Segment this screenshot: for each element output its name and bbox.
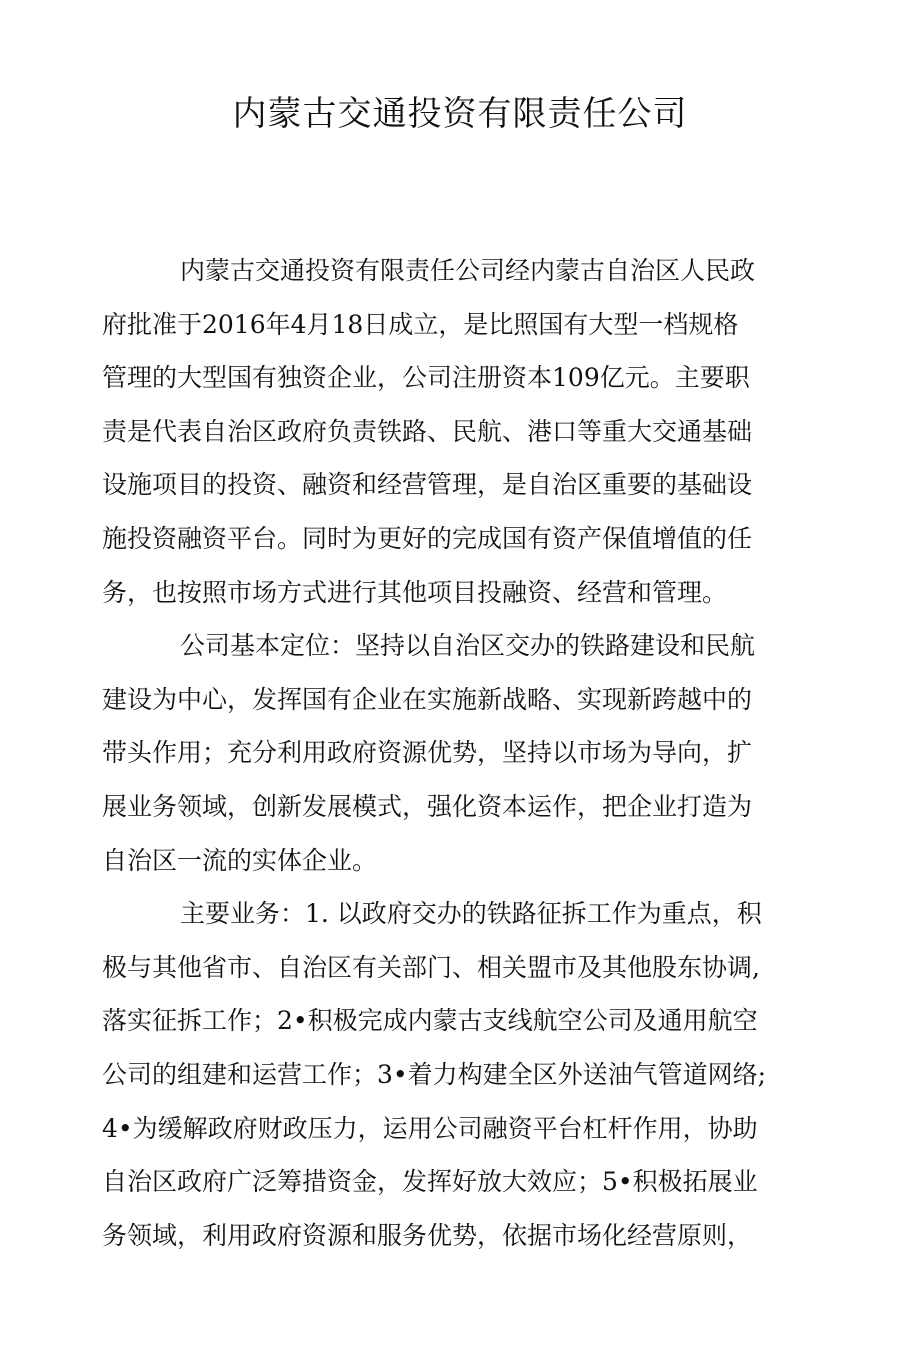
document-body bbox=[102, 244, 782, 1262]
text-line: 务，也按照市场方式进行其他项目投融资、经营和管理。 bbox=[102, 577, 728, 607]
text-line: 4•为缓解政府财政压力，运用公司融资平台杠杆作用，协助 bbox=[102, 1113, 758, 1143]
text-line: 展业务领域，创新发展模式，强化资本运作，把企业打造为 bbox=[102, 791, 753, 821]
text-line: 管理的大型国有独资企业，公司注册资本109亿元。主要职 bbox=[102, 363, 750, 393]
text-line: 府批准于2016年4月18日成立，是比照国有大型一档规格 bbox=[102, 309, 739, 339]
text-line: 自治区政府广泛筹措资金，发挥好放大效应；5•积极拓展业 bbox=[102, 1167, 758, 1197]
text-line: 主要业务：1. 以政府交办的铁路征拆工作为重点，积 bbox=[180, 899, 762, 929]
text-line: 带头作用；充分利用政府资源优势，坚持以市场为导向，扩 bbox=[102, 738, 753, 768]
text-line: 落实征拆工作；2•积极完成内蒙古支线航空公司及通用航空 bbox=[102, 1006, 758, 1036]
text-line: 施投资融资平台。同时为更好的完成国有资产保值增值的任 bbox=[102, 523, 753, 553]
text-line: 公司基本定位：坚持以自治区交办的铁路建设和民航 bbox=[180, 631, 756, 661]
text-line: 责是代表自治区政府负责铁路、民航、港口等重大交通基础 bbox=[102, 416, 753, 446]
text-line: 务领域，利用政府资源和服务优势，依据市场化经营原则， bbox=[102, 1220, 753, 1250]
text-line: 极与其他省市、自治区有关部门、相关盟市及其他股东协调, bbox=[102, 952, 760, 982]
text-line: 设施项目的投资、融资和经营管理，是自治区重要的基础设 bbox=[102, 470, 753, 500]
text-line: 建设为中心，发挥国有企业在实施新战略、实现新跨越中的 bbox=[102, 684, 753, 714]
text-line: 自治区一流的实体企业。 bbox=[102, 845, 378, 875]
document-title: 内蒙古交通投资有限责任公司 bbox=[232, 94, 688, 134]
text-line: 内蒙古交通投资有限责任公司经内蒙古自治区人民政 bbox=[180, 256, 756, 285]
text-line: 公司的组建和运营工作；3•着力构建全区外送油气管道网络; bbox=[102, 1059, 767, 1089]
